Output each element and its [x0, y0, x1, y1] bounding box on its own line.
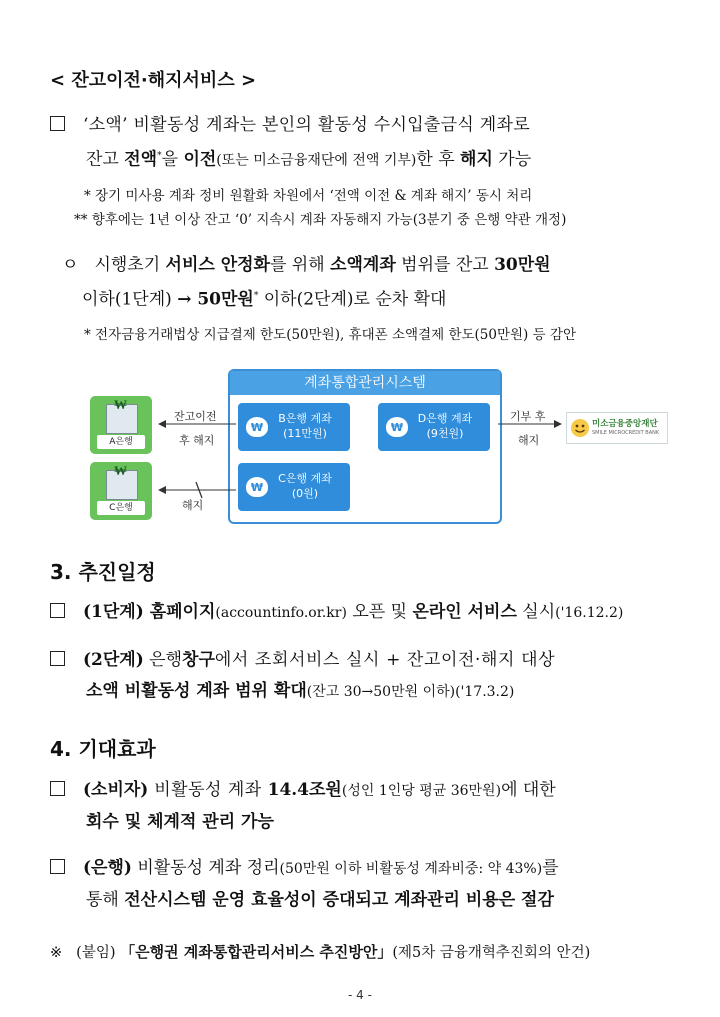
p1-text: 한 후	[416, 149, 461, 170]
page-number: - 4 -	[348, 988, 372, 1002]
s3-homepage: 홈페이지	[149, 602, 216, 622]
s4-bank: (은행)	[83, 858, 132, 878]
checkbox-icon	[50, 781, 65, 796]
money-bag-icon: ₩	[246, 417, 268, 437]
p2-text: 이하(1단계)	[82, 289, 178, 310]
won-symbol: ₩	[114, 398, 127, 413]
label-transfer: 잔고이전	[174, 410, 217, 423]
p2-sup: *	[253, 291, 259, 301]
effect-item-bank	[50, 853, 675, 916]
circle-bullet: ㅇ	[62, 255, 79, 275]
s4-text: 비활동성 계좌 정리	[131, 858, 280, 878]
s3-text: 에서 조회서비스 실시 + 잔고이전·해지 대상	[214, 650, 556, 670]
s4-amount: 14.4조원	[267, 780, 342, 800]
won-symbol: ₩	[114, 464, 127, 479]
foundation-sub: SMILE MICROCREDIT BANK	[592, 430, 660, 436]
note-1: * 장기 미사용 계좌 정비 원활화 차원에서 ‘전액 이전 & 계좌 해지’ 동시 처리	[84, 188, 533, 204]
foundation-logo	[566, 412, 668, 444]
p1-bold-close: 해지	[460, 149, 493, 170]
arrow-head	[158, 486, 166, 494]
attachment-title: 「은행권 계좌통합관리서비스 추진방안」	[120, 943, 393, 961]
p2-bold: 서비스 안정화	[165, 255, 270, 275]
s3-text: 실시	[516, 602, 556, 622]
s4-ratio: (50만원 이하 비활동성 계좌비중: 약 43%)	[279, 861, 543, 877]
bank-a-label: A은행	[97, 435, 145, 449]
bank-c-label: C은행	[97, 501, 145, 515]
attachment-label: (붙임)	[76, 945, 121, 961]
account-d-balance: (9천원)	[426, 427, 464, 440]
p2-text: 범위를 잔고	[395, 255, 495, 275]
p1-line1: ‘소액’ 비활동성 계좌는 본인의 활동성 수시입출금식 계좌로	[83, 115, 530, 135]
p2-text: 시행초기	[94, 255, 166, 275]
note-3: * 전자금융거래법상 지급결제 한도(50만원), 휴대폰 소액결제 한도(50만원) 등 감안	[84, 327, 577, 343]
p2-text: 이하(2단계)로 순차 확대	[258, 289, 447, 310]
money-bag-icon: ₩	[386, 417, 408, 437]
s4-consumer: (소비자)	[83, 780, 149, 800]
section-title-effects: 4. 기대효과	[50, 737, 156, 761]
p2-bold: 30만원	[494, 255, 551, 275]
s3-text: 오픈 및	[346, 602, 413, 622]
effect-item-consumer	[50, 775, 675, 838]
p1-text: 잔고	[86, 149, 125, 170]
foundation-name: 미소금융중앙재단	[592, 419, 658, 429]
p1-sup: *	[157, 151, 162, 161]
p1-bold-full: 전액	[124, 149, 158, 170]
label-after-close: 후 해지	[179, 434, 215, 447]
p2-bold: 소액계좌	[330, 255, 396, 275]
note-2: ** 향후에는 1년 이상 잔고 ‘0’ 지속시 계좌 자동해지 가능(3분기 중 은행 약관 개정)	[74, 212, 567, 228]
money-bag-icon: ₩	[246, 477, 268, 497]
p1-paren: (또는 미소금융재단에 전액 기부)	[216, 152, 417, 169]
checkbox-icon	[50, 859, 65, 874]
s4-average: (성인 1인당 평균 36만원)	[341, 783, 502, 799]
attachment-note: (제5차 금융개혁추진회의 안건)	[392, 945, 591, 961]
s3-stage2: (2단계)	[83, 650, 144, 670]
p2-bold: → 50만원	[177, 289, 254, 310]
arrow-head	[158, 420, 166, 428]
s3-expand-detail: (잔고 30→50만원 이하)('17.3.2)	[306, 684, 515, 700]
s3-window: 창구	[182, 650, 215, 670]
p1-text: 을	[161, 149, 184, 170]
reference-mark: ※	[50, 945, 63, 961]
account-d-name: D은행 계좌	[417, 412, 473, 425]
s4-text: 비활동성 계좌	[148, 780, 268, 800]
s4-text: 에 대한	[501, 780, 556, 800]
s4-text: 통해	[86, 890, 125, 910]
account-b-name: B은행 계좌	[278, 412, 332, 425]
system-title: 계좌통합관리시스템	[230, 371, 500, 395]
p1-bold-transfer: 이전	[183, 149, 217, 170]
s4-recovery: 회수 및 체계적 관리 가능	[86, 812, 274, 832]
section-title-service: < 잔고이전·해지서비스 >	[50, 70, 257, 91]
p2-text: 를 위해	[269, 255, 331, 275]
s3-text: 은행	[143, 650, 183, 670]
checkbox-icon	[50, 603, 65, 618]
s4-text: 를	[542, 858, 559, 878]
s3-online: 온라인 서비스	[412, 602, 517, 622]
s3-stage1: (1단계)	[83, 602, 150, 622]
smile-icon	[570, 418, 590, 438]
checkbox-icon	[50, 651, 65, 666]
arrow-head	[554, 420, 562, 428]
s3-url: (accountinfo.or.kr)	[215, 605, 347, 621]
s3-expand: 소액 비활동성 계좌 범위 확대	[86, 681, 307, 701]
s4-efficiency: 전산시스템 운영 효율성이 증대되고 계좌관리 비용은 절감	[124, 890, 554, 910]
label-after-donate: 기부 후	[510, 410, 546, 423]
p1-text: 가능	[492, 149, 532, 170]
account-c-balance: (0원)	[291, 487, 319, 500]
account-c-name: C은행 계좌	[278, 472, 332, 485]
account-b-balance: (11만원)	[283, 427, 327, 440]
schedule-item-2	[50, 645, 675, 708]
label-close-d: 해지	[518, 434, 540, 447]
section-title-schedule: 3. 추진일정	[50, 560, 156, 584]
schedule-item-1	[50, 597, 680, 629]
label-close: 해지	[182, 499, 204, 512]
attachment-line	[50, 940, 680, 965]
s3-date: ('16.12.2)	[555, 605, 624, 621]
